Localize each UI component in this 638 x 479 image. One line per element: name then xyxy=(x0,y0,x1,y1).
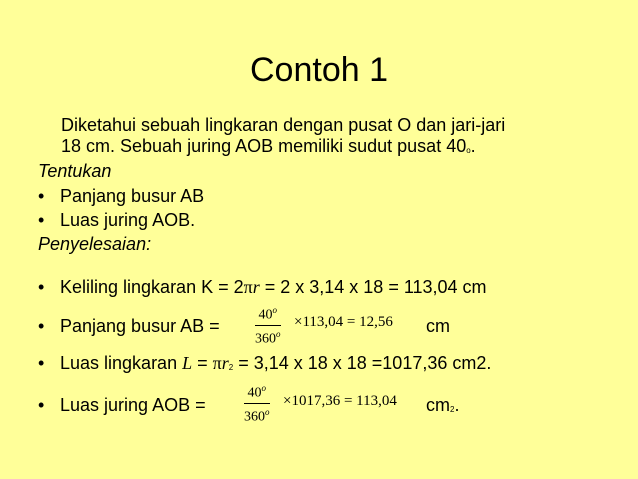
intro-line-2 xyxy=(61,136,476,157)
intro-line-1: Diketahui sebuah lingkaran dengan pusat O dan jari-jari xyxy=(61,115,506,135)
intro-line-2-end: . xyxy=(470,136,476,156)
penyelesaian-label: Penyelesaian: xyxy=(38,234,152,254)
r-symbol: r xyxy=(252,277,260,297)
busur-unit: cm xyxy=(426,316,450,336)
busur-fraction xyxy=(255,302,281,347)
solution-luas xyxy=(60,353,491,374)
juring-unit: $cm^2$. xyxy=(426,395,460,415)
luas-eq: = xyxy=(192,353,213,373)
luas-text-b: = 3,14 x 18 x 18 =1017,36 cm2. xyxy=(233,353,492,373)
intro-line-2-text: 18 cm. Sebuah juring AOB memiliki sudut pusat 40 xyxy=(61,136,467,156)
juring-fraction-numerator: 40$^o$ xyxy=(244,380,270,404)
tentukan-label: Tentukan xyxy=(38,161,112,181)
luas-text-a: Luas lingkaran xyxy=(60,353,183,373)
square-exponent: 2 xyxy=(228,363,234,372)
keliling-text-a: Keliling lingkaran K = 2 xyxy=(60,277,244,297)
pi-symbol: π xyxy=(212,353,222,373)
busur-fraction-numerator: 40$^o$ xyxy=(255,302,281,326)
solution-busur-label: • Panjang busur AB = xyxy=(60,316,220,337)
L-symbol: L xyxy=(182,353,193,373)
solution-keliling xyxy=(60,277,487,298)
busur-expression: ×113,04 = 12,56 xyxy=(294,314,393,330)
task-item-2: • Luas juring AOB. xyxy=(60,210,195,231)
juring-expression: ×1017,36 = 113,04 xyxy=(283,393,397,409)
task-item-1: • Panjang busur AB xyxy=(60,186,204,207)
solution-juring-label: • Luas juring AOB = xyxy=(60,395,206,416)
busur-fraction-denominator: 360$^o$ xyxy=(255,328,281,347)
slide-title: Contoh 1 xyxy=(250,51,388,89)
juring-fraction xyxy=(244,380,270,425)
keliling-text-b: = 2 x 3,14 x 18 = 113,04 cm xyxy=(259,277,487,297)
pi-symbol: π xyxy=(243,277,253,297)
juring-fraction-denominator: 360$^o$ xyxy=(244,406,270,425)
degree-mark: o xyxy=(466,146,471,155)
r-symbol: r xyxy=(221,353,229,373)
